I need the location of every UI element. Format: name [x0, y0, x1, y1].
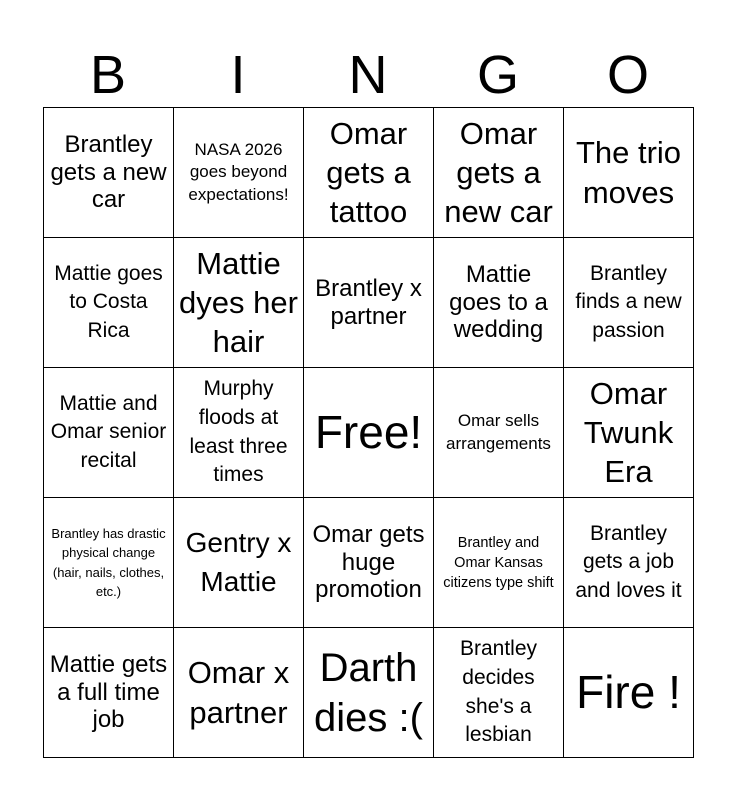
header-letter-n: N — [348, 45, 388, 105]
bingo-cell[interactable]: Mattie dyes her hair — [174, 238, 304, 368]
bingo-cell[interactable]: Omar Twunk Era — [564, 368, 694, 498]
bingo-cell[interactable]: The trio moves — [564, 108, 694, 238]
bingo-cell[interactable]: Mattie and Omar senior recital — [44, 368, 174, 498]
header-letter-b: B — [89, 45, 127, 105]
bingo-cell[interactable]: Omar x partner — [174, 628, 304, 758]
bingo-cell[interactable]: Brantley and Omar Kansas citizens type shift — [434, 498, 564, 628]
bingo-cell-free[interactable]: Free! — [304, 368, 434, 498]
bingo-cell[interactable]: Omar gets a new car — [434, 108, 564, 238]
bingo-cell[interactable]: Omar sells arrangements — [434, 368, 564, 498]
bingo-cell[interactable]: Brantley has drastic physical change (hair, nails, clothes, etc.) — [44, 498, 174, 628]
bingo-cell[interactable]: Brantley x partner — [304, 238, 434, 368]
bingo-cell[interactable]: Mattie goes to Costa Rica — [44, 238, 174, 368]
bingo-cell[interactable]: Omar gets a tattoo — [304, 108, 434, 238]
bingo-card — [43, 107, 694, 758]
header-letter-g: G — [476, 45, 519, 105]
bingo-cell[interactable]: Brantley gets a new car — [44, 108, 174, 238]
header-letter-o: O — [606, 45, 649, 105]
bingo-cell[interactable]: Gentry x Mattie — [174, 498, 304, 628]
bingo-cell[interactable]: Mattie gets a full time job — [44, 628, 174, 758]
bingo-cell[interactable]: Brantley decides she's a lesbian — [434, 628, 564, 758]
bingo-cell[interactable]: NASA 2026 goes beyond expectations! — [174, 108, 304, 238]
bingo-cell[interactable]: Darth dies :( — [304, 628, 434, 758]
bingo-header — [43, 42, 693, 108]
header-letter-i: I — [230, 45, 246, 105]
bingo-cell[interactable]: Omar gets huge promotion — [304, 498, 434, 628]
bingo-cell[interactable]: Murphy floods at least three times — [174, 368, 304, 498]
bingo-cell[interactable]: Mattie goes to a wedding — [434, 238, 564, 368]
bingo-cell[interactable]: Brantley gets a job and loves it — [564, 498, 694, 628]
bingo-cell[interactable]: Fire ! — [564, 628, 694, 758]
bingo-cell[interactable]: Brantley finds a new passion — [564, 238, 694, 368]
